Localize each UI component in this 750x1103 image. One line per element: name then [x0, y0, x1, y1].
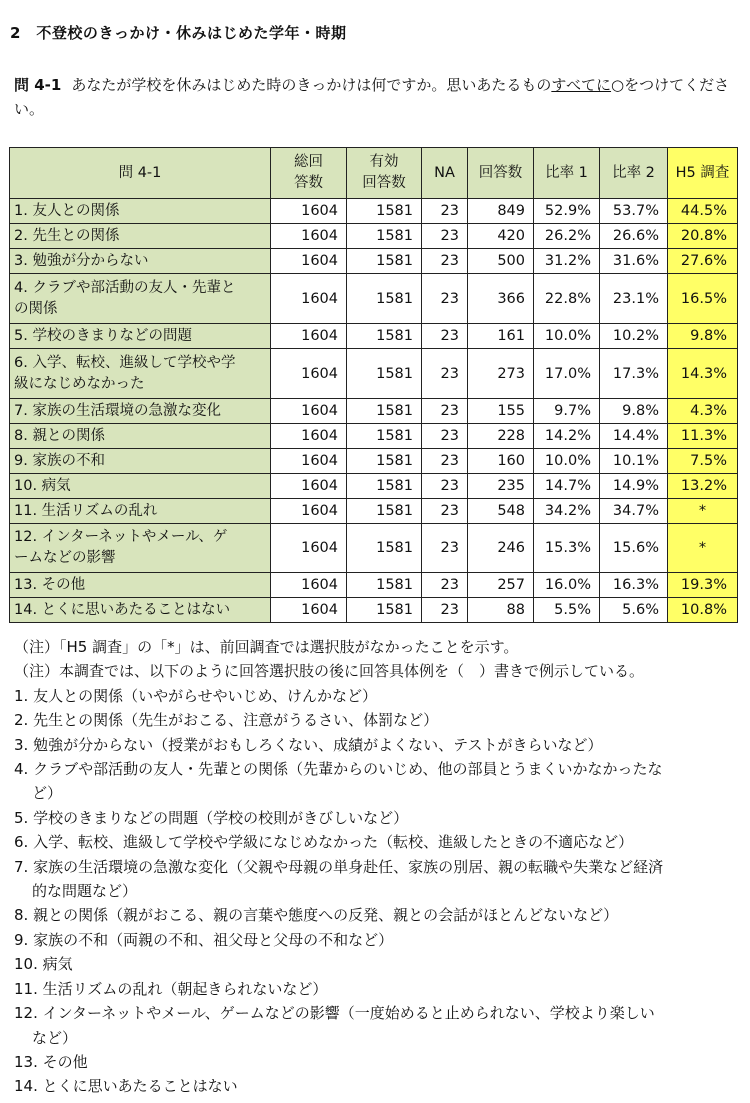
cell-valid: 1581 — [347, 499, 422, 524]
cell-valid: 1581 — [347, 524, 422, 573]
cell-ratio1: 31.2% — [534, 249, 600, 274]
section-title: 2 不登校のきっかけ・休みはじめた学年・時期 — [10, 24, 347, 42]
cell-h5: 4.3% — [668, 399, 738, 424]
table-row — [10, 524, 738, 573]
cell-ratio2: 9.8% — [600, 399, 668, 424]
example-item: 13. その他 — [14, 1052, 88, 1071]
cell-valid: 1581 — [347, 224, 422, 249]
table-row — [10, 324, 738, 349]
cell-valid: 1581 — [347, 424, 422, 449]
table-row — [10, 449, 738, 474]
cell-na: 23 — [422, 499, 468, 524]
example-item: 12. インターネットやメール、ゲームなどの影響（一度始めると止められない、学校より楽しい — [14, 1004, 655, 1023]
cell-count: 160 — [468, 449, 534, 474]
cell-count: 257 — [468, 573, 534, 598]
cell-valid: 1581 — [347, 598, 422, 623]
cell-total: 1604 — [271, 324, 347, 349]
example-item: 5. 学校のきまりなどの問題（学校の校則がきびしいなど） — [14, 808, 409, 827]
row-label-line: 級になじめなかった — [14, 375, 145, 392]
question-text-after: ○をつけてください。 — [14, 76, 730, 118]
cell-ratio2: 14.4% — [600, 424, 668, 449]
row-label-line: 7. 家族の生活環境の急激な変化 — [14, 402, 221, 419]
header-valid: 有効 回答数 — [347, 148, 422, 199]
cell-na: 23 — [422, 524, 468, 573]
cell-ratio2: 16.3% — [600, 573, 668, 598]
table-row — [10, 399, 738, 424]
cell-count: 88 — [468, 598, 534, 623]
header-item: 問 4-1 — [10, 148, 271, 199]
cell-total: 1604 — [271, 249, 347, 274]
cell-h5: * — [668, 524, 738, 573]
question-label: 問 4-1 — [14, 76, 62, 94]
example-item: 6. 入学、転校、進級して学校や学級になじめなかった（転校、進級したときの不適応など） — [14, 833, 634, 852]
row-label-line: 14. とくに思いあたることはない — [14, 601, 231, 618]
cell-na: 23 — [422, 274, 468, 324]
example-item: など） — [32, 1028, 78, 1047]
cell-valid: 1581 — [347, 573, 422, 598]
cell-count: 548 — [468, 499, 534, 524]
table-row — [10, 474, 738, 499]
example-item: 8. 親との関係（親がおこる、親の言葉や態度への反発、親との会話がほとんどないなど） — [14, 906, 619, 925]
example-item: 的な問題など） — [32, 882, 138, 901]
cell-total: 1604 — [271, 274, 347, 324]
cell-ratio1: 16.0% — [534, 573, 600, 598]
cell-na: 23 — [422, 573, 468, 598]
row-label-line: 12. インターネットやメール、ゲ — [14, 529, 228, 545]
cell-ratio1: 52.9% — [534, 199, 600, 224]
cell-total: 1604 — [271, 499, 347, 524]
header-count: 回答数 — [468, 148, 534, 199]
cell-ratio2: 10.1% — [600, 449, 668, 474]
table-row — [10, 249, 738, 274]
row-label-line: 5. 学校のきまりなどの問題 — [14, 327, 192, 344]
cell-h5: 7.5% — [668, 449, 738, 474]
row-label — [10, 474, 271, 499]
header-ratio2: 比率 2 — [600, 148, 668, 199]
cell-ratio2: 26.6% — [600, 224, 668, 249]
cell-na: 23 — [422, 324, 468, 349]
row-label — [10, 349, 271, 399]
header-na: NA — [422, 148, 468, 199]
row-label — [10, 199, 271, 224]
cell-ratio1: 17.0% — [534, 349, 600, 399]
cell-h5: 9.8% — [668, 324, 738, 349]
row-label — [10, 598, 271, 623]
table-row — [10, 274, 738, 324]
cell-total: 1604 — [271, 598, 347, 623]
cell-ratio2: 17.3% — [600, 349, 668, 399]
row-label — [10, 499, 271, 524]
row-label — [10, 424, 271, 449]
row-label-line: 1. 友人との関係 — [14, 202, 120, 219]
cell-count: 500 — [468, 249, 534, 274]
cell-h5: 11.3% — [668, 424, 738, 449]
cell-count: 366 — [468, 274, 534, 324]
cell-valid: 1581 — [347, 449, 422, 474]
cell-total: 1604 — [271, 349, 347, 399]
notes — [14, 635, 739, 1099]
row-label-line: 6. 入学、転校、進級して学校や学 — [14, 354, 236, 371]
cell-ratio2: 53.7% — [600, 199, 668, 224]
cell-h5: 14.3% — [668, 349, 738, 399]
note-examples: （注）本調査では、以下のように回答選択肢の後に回答具体例を（ ）書きで例示している。 — [14, 662, 645, 681]
question-underlined: すべてに — [551, 76, 612, 94]
cell-ratio2: 15.6% — [600, 524, 668, 573]
header-row — [10, 148, 738, 199]
row-label-line: 2. 先生との関係 — [14, 227, 120, 244]
row-label-line: 11. 生活リズムの乱れ — [14, 502, 158, 519]
cell-ratio2: 10.2% — [600, 324, 668, 349]
row-label-line: ームなどの影響 — [14, 550, 116, 566]
row-label-line: 8. 親との関係 — [14, 427, 105, 444]
row-label — [10, 399, 271, 424]
row-label — [10, 224, 271, 249]
cell-count: 246 — [468, 524, 534, 573]
row-label-line: 4. クラブや部活動の友人・先輩と — [14, 279, 236, 296]
note-h5: （注）「H5 調査」の「*」は、前回調査では選択肢がなかったことを示す。 — [14, 638, 519, 656]
row-label — [10, 274, 271, 324]
row-label-line: の関係 — [14, 300, 58, 317]
example-item: ど） — [32, 784, 63, 803]
header-h5: H5 調査 — [668, 148, 738, 199]
example-item: 3. 勉強が分からない（授業がおもしろくない、成績がよくない、テストがきらいなど） — [14, 735, 603, 754]
example-item: 9. 家族の不和（両親の不和、祖父母と父母の不和など） — [14, 930, 394, 949]
cell-count: 228 — [468, 424, 534, 449]
cell-na: 23 — [422, 474, 468, 499]
cell-na: 23 — [422, 249, 468, 274]
cell-ratio1: 26.2% — [534, 224, 600, 249]
cell-ratio2: 14.9% — [600, 474, 668, 499]
table-row — [10, 424, 738, 449]
row-label — [10, 324, 271, 349]
table-row — [10, 224, 738, 249]
cell-h5: 19.3% — [668, 573, 738, 598]
example-item: 11. 生活リズムの乱れ（朝起きられないなど） — [14, 979, 328, 998]
cell-valid: 1581 — [347, 249, 422, 274]
cell-count: 161 — [468, 324, 534, 349]
cell-valid: 1581 — [347, 199, 422, 224]
example-item: 10. 病気 — [14, 955, 73, 974]
cell-na: 23 — [422, 598, 468, 623]
cell-ratio2: 23.1% — [600, 274, 668, 324]
table-body — [10, 199, 738, 623]
cell-total: 1604 — [271, 449, 347, 474]
survey-table — [9, 147, 738, 623]
cell-ratio1: 9.7% — [534, 399, 600, 424]
cell-h5: 16.5% — [668, 274, 738, 324]
cell-ratio1: 14.2% — [534, 424, 600, 449]
table-row — [10, 598, 738, 623]
cell-count: 273 — [468, 349, 534, 399]
cell-ratio1: 34.2% — [534, 499, 600, 524]
row-label — [10, 573, 271, 598]
cell-total: 1604 — [271, 524, 347, 573]
header-total: 総回 答数 — [271, 148, 347, 199]
cell-na: 23 — [422, 224, 468, 249]
cell-count: 235 — [468, 474, 534, 499]
cell-na: 23 — [422, 399, 468, 424]
cell-total: 1604 — [271, 573, 347, 598]
row-label — [10, 449, 271, 474]
cell-ratio2: 34.7% — [600, 499, 668, 524]
cell-count: 420 — [468, 224, 534, 249]
cell-h5: * — [668, 499, 738, 524]
table-row — [10, 499, 738, 524]
row-label-line: 10. 病気 — [14, 477, 71, 494]
cell-valid: 1581 — [347, 474, 422, 499]
table-row — [10, 573, 738, 598]
row-label — [10, 524, 271, 573]
cell-ratio1: 22.8% — [534, 274, 600, 324]
cell-h5: 27.6% — [668, 249, 738, 274]
cell-na: 23 — [422, 199, 468, 224]
table-row — [10, 199, 738, 224]
cell-valid: 1581 — [347, 349, 422, 399]
cell-na: 23 — [422, 424, 468, 449]
cell-total: 1604 — [271, 424, 347, 449]
cell-ratio2: 5.6% — [600, 598, 668, 623]
cell-ratio2: 31.6% — [600, 249, 668, 274]
row-label — [10, 249, 271, 274]
header-ratio1: 比率 1 — [534, 148, 600, 199]
example-item: 1. 友人との関係（いやがらせやいじめ、けんかなど） — [14, 686, 378, 705]
example-item: 7. 家族の生活環境の急激な変化（父親や母親の単身赴任、家族の別居、親の転職や失業など経済 — [14, 857, 664, 876]
row-label-line: 9. 家族の不和 — [14, 452, 105, 469]
example-item: 14. とくに思いあたることはない — [14, 1077, 238, 1096]
cell-na: 23 — [422, 349, 468, 399]
cell-h5: 20.8% — [668, 224, 738, 249]
cell-total: 1604 — [271, 399, 347, 424]
cell-valid: 1581 — [347, 324, 422, 349]
row-label-line: 3. 勉強が分からない — [14, 252, 149, 269]
cell-ratio1: 10.0% — [534, 449, 600, 474]
example-item: 4. クラブや部活動の友人・先輩との関係（先輩からのいじめ、他の部員とうまくいかなかったな — [14, 760, 663, 779]
cell-total: 1604 — [271, 199, 347, 224]
cell-h5: 44.5% — [668, 199, 738, 224]
example-item: 2. 先生との関係（先生がおこる、注意がうるさい、体罰など） — [14, 711, 439, 730]
cell-ratio1: 5.5% — [534, 598, 600, 623]
cell-ratio1: 15.3% — [534, 524, 600, 573]
cell-valid: 1581 — [347, 399, 422, 424]
cell-count: 155 — [468, 399, 534, 424]
cell-total: 1604 — [271, 474, 347, 499]
example-list — [14, 684, 739, 1099]
cell-ratio1: 10.0% — [534, 324, 600, 349]
cell-ratio1: 14.7% — [534, 474, 600, 499]
question — [14, 73, 734, 121]
cell-total: 1604 — [271, 224, 347, 249]
cell-count: 849 — [468, 199, 534, 224]
cell-valid: 1581 — [347, 274, 422, 324]
cell-na: 23 — [422, 449, 468, 474]
cell-h5: 10.8% — [668, 598, 738, 623]
question-text-before: あなたが学校を休みはじめた時のきっかけは何ですか。思いあたるもの — [71, 76, 552, 94]
table-row — [10, 349, 738, 399]
row-label-line: 13. その他 — [14, 576, 86, 593]
top-strip — [0, 0, 750, 16]
cell-h5: 13.2% — [668, 474, 738, 499]
